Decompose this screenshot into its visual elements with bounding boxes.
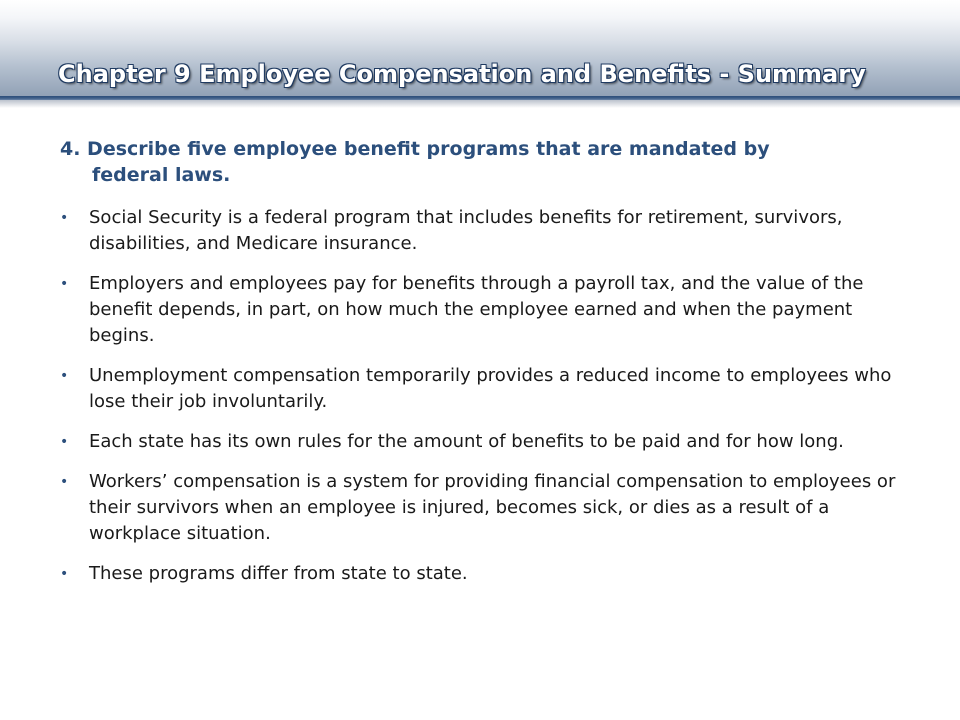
bullet-item-social-security: [60, 205, 910, 257]
bullet-item-state-rules: [60, 429, 910, 455]
header-shadow: [0, 100, 960, 108]
bullet-text: Unemployment compensation temporarily provides a reduced income to employees who lose their job involuntarily.: [89, 365, 892, 412]
section-heading: [60, 136, 880, 188]
bullet-text: Social Security is a federal program that includes benefits for retirement, survivors, disabilities, and Medicare insurance.: [89, 207, 843, 254]
bullet-item-workers-compensation: [60, 469, 910, 547]
section-heading-line-2: federal laws.: [92, 164, 231, 186]
bullet-dot-icon: •: [60, 566, 69, 582]
bullet-list: [60, 205, 910, 601]
bullet-text: Each state has its own rules for the amount of benefits to be paid and for how long.: [89, 431, 844, 452]
section-heading-line-1: 4. Describe five employee benefit programs that are mandated by: [60, 138, 770, 160]
bullet-text: These programs differ from state to state.: [89, 563, 468, 584]
bullet-text: Workers’ compensation is a system for providing financial compensation to employees or their survivors when an employee is injured, becomes sick, or dies as a result of a workplace situation.: [89, 471, 896, 544]
bullet-dot-icon: •: [60, 474, 69, 490]
bullet-dot-icon: •: [60, 276, 69, 292]
bullet-dot-icon: •: [60, 368, 69, 384]
bullet-dot-icon: •: [60, 210, 69, 226]
bullet-text: Employers and employees pay for benefits through a payroll tax, and the value of the benefit depends, in part, on how much the employee earned and when the payment begins.: [89, 273, 864, 346]
bullet-item-state-differences: [60, 561, 910, 587]
bullet-item-unemployment: [60, 363, 910, 415]
bullet-dot-icon: •: [60, 434, 69, 450]
slide-title: Chapter 9 Employee Compensation and Benefits - Summary: [58, 60, 866, 88]
bullet-item-payroll-tax: [60, 271, 910, 349]
